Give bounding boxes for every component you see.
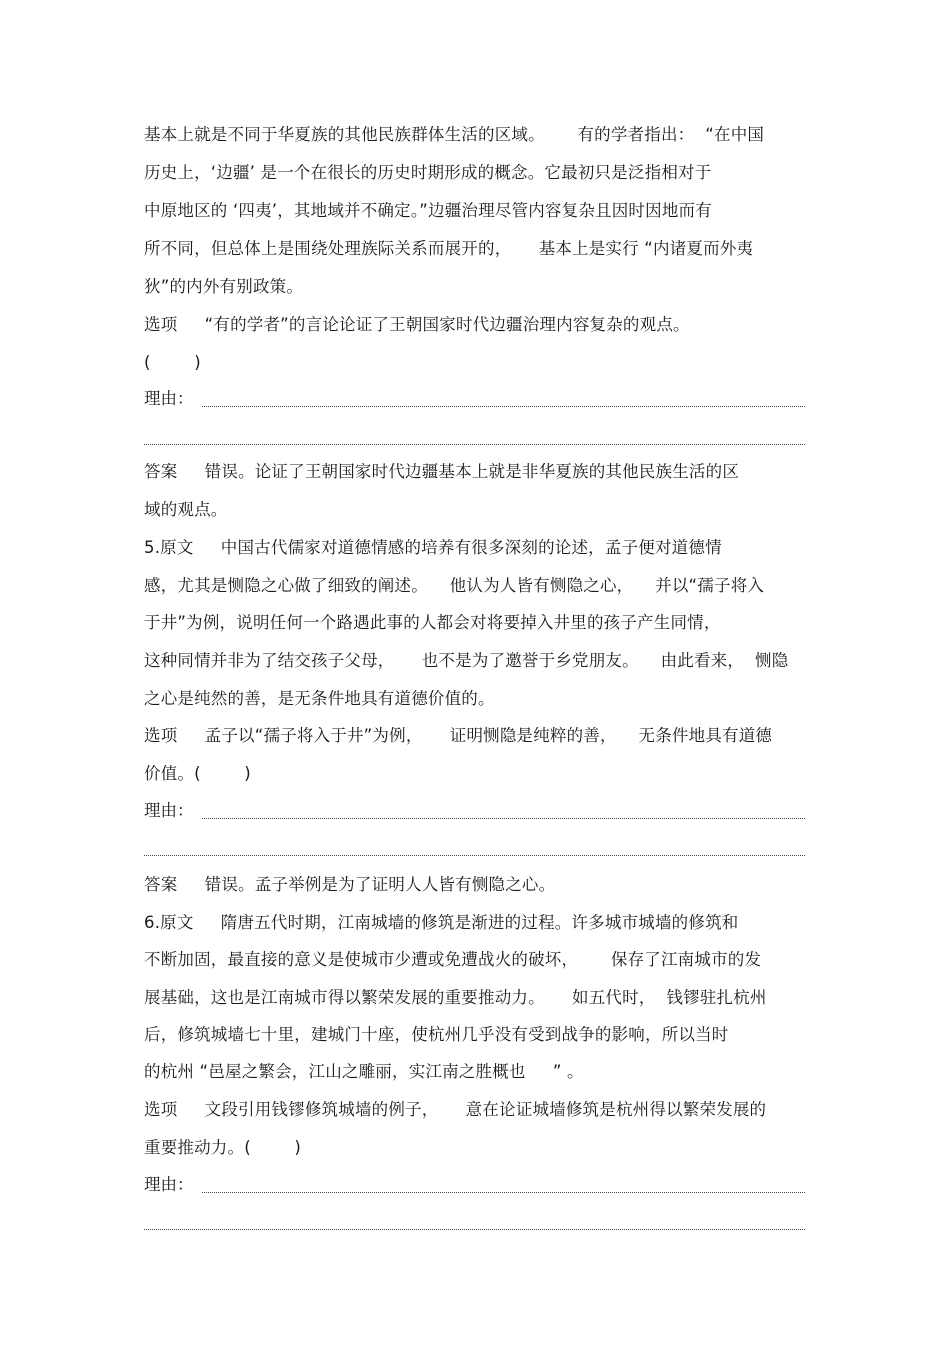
passage-line: 基本上就是不同于华夏族的其他民族群体生活的区域。 有的学者指出： “在中国: [144, 125, 765, 144]
passage-line: 所不同，但总体上是围绕处理族际关系而展开的， 基本上是实行 “内诸夏而外夷: [144, 239, 754, 258]
answer-text: 答案 错误。孟子举例是为了证明人人皆有恻隐之心。: [144, 875, 556, 894]
passage-line: 后，修筑城墙七十里，建城门十座，使杭州几乎没有受到战争的影响，所以当时: [144, 1025, 729, 1044]
passage-line: 中原地区的 ‘四夷’，其地域并不确定。”边疆治理尽管内容复杂且因时因地而有: [144, 201, 712, 220]
answer-line[interactable]: [202, 406, 805, 407]
answer-line[interactable]: [202, 1192, 805, 1193]
option-statement: 选项 文段引用钱镠修筑城墙的例子， 意在论证城墙修筑是杭州得以繁荣发展的: [144, 1100, 767, 1119]
answer-line[interactable]: [144, 855, 805, 856]
reason-label: 理由：: [144, 1175, 194, 1194]
passage-line: 感，尤其是恻隐之心做了细致的阐述。 他认为人皆有恻隐之心， 并以“孺子将入: [144, 576, 765, 595]
option-statement: 选项 孟子以“孺子将入于井”为例， 证明恻隐是纯粹的善， 无条件地具有道德: [144, 726, 773, 745]
passage-line: 的杭州 “邑屋之繁会，江山之雕丽，实江南之胜概也 ” 。: [144, 1062, 584, 1081]
option-statement: 选项 “有的学者”的言论论证了王朝国家时代边疆治理内容复杂的观点。: [144, 315, 690, 334]
answer-line[interactable]: [144, 444, 805, 445]
option-statement: 重要推动力。( ): [144, 1138, 302, 1157]
reason-label: 理由：: [144, 389, 194, 408]
passage-line: 之心是纯然的善，是无条件地具有道德价值的。: [144, 689, 495, 708]
answer-line[interactable]: [144, 1229, 805, 1230]
answer-text: 域的观点。: [144, 500, 228, 519]
answer-text: 答案 错误。论证了王朝国家时代边疆基本上就是非华夏族的其他民族生活的区: [144, 462, 740, 481]
answer-line[interactable]: [202, 818, 805, 819]
passage-line: 6.原文 隋唐五代时期，江南城墙的修筑是渐进的过程。许多城市城墙的修筑和: [144, 913, 739, 932]
passage-line: 5.原文 中国古代儒家对道德情感的培养有很多深刻的论述，孟子便对道德情: [144, 538, 722, 557]
passage-line: 展基础，这也是江南城市得以繁荣发展的重要推动力。 如五代时， 钱镠驻扎杭州: [144, 988, 767, 1007]
passage-line: 这种同情并非为了结交孩子父母， 也不是为了邀誉于乡党朋友。 由此看来， 恻隐: [144, 651, 789, 670]
option-statement: 价值。( ): [144, 764, 251, 783]
answer-bracket: ( ): [144, 353, 201, 372]
passage-line: 不断加固，最直接的意义是使城市少遭或免遭战火的破坏， 保存了江南城市的发: [144, 950, 762, 969]
passage-line: 狄”的内外有别政策。: [144, 277, 304, 296]
passage-line: 于井”为例，说明任何一个路遇此事的人都会对将要掉入井里的孩子产生同情，: [144, 613, 721, 632]
passage-line: 历史上，‘边疆’ 是一个在很长的历史时期形成的概念。它最初只是泛指相对于: [144, 163, 712, 182]
reason-label: 理由：: [144, 801, 194, 820]
